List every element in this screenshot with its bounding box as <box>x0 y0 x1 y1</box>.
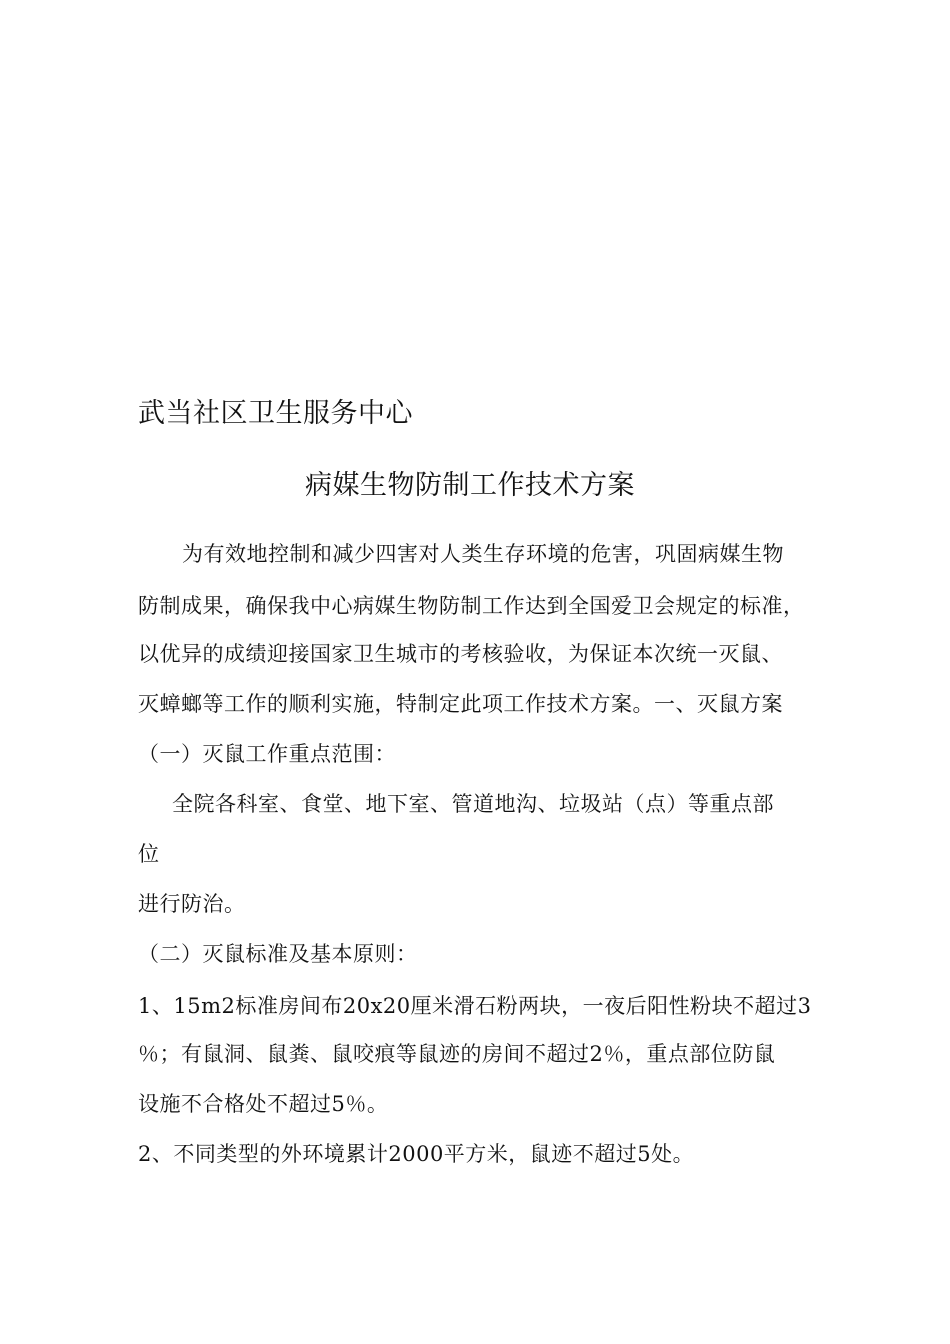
paragraph-line: 进行防治。 <box>138 892 246 916</box>
paragraph-line: 位 <box>138 842 160 866</box>
paragraph-line: 为有效地控制和减少四害对人类生存环境的危害，巩固病媒生物 <box>182 542 784 566</box>
document-title: 病媒生物防制工作技术方案 <box>305 470 635 501</box>
paragraph-line: ％；有鼠洞、鼠粪、鼠咬痕等鼠迹的房间不超过2％，重点部位防鼠 <box>138 1042 776 1066</box>
paragraph-line: 防制成果，确保我中心病媒生物防制工作达到全国爱卫会规定的标准， <box>138 594 805 618</box>
section-heading: （一）灭鼠工作重点范围： <box>138 742 396 766</box>
paragraph-line: 设施不合格处不超过5％。 <box>138 1092 389 1116</box>
paragraph-line: 以优异的成绩迎接国家卫生城市的考核验收，为保证本次统一灭鼠、 <box>138 642 783 666</box>
paragraph-line: 全院各科室、食堂、地下室、管道地沟、垃圾站（点）等重点部 <box>172 792 774 816</box>
paragraph-line: 1、15m2标准房间布20x20厘米滑石粉两块，一夜后阳性粉块不超过3 <box>138 994 812 1018</box>
organization-title: 武当社区卫生服务中心 <box>138 398 413 429</box>
paragraph-line: 灭蟑螂等工作的顺利实施，特制定此项工作技术方案。一、灭鼠方案 <box>138 692 783 716</box>
section-heading: （二）灭鼠标准及基本原则： <box>138 942 418 966</box>
paragraph-line: 2、不同类型的外环境累计2000平方米，鼠迹不超过5处。 <box>138 1142 695 1166</box>
